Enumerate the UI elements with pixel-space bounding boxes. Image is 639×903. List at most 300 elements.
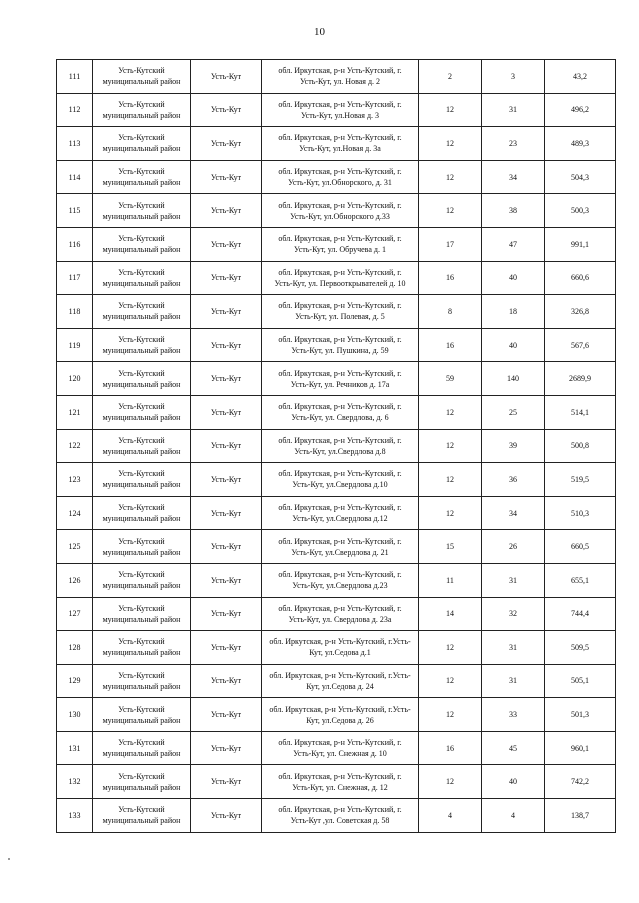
address-cell xyxy=(262,429,419,463)
city-cell xyxy=(191,160,262,194)
row-number-cell xyxy=(57,295,93,329)
address-text: Усть-Кут, ул. Речников д. 17а xyxy=(290,379,390,389)
address-cell xyxy=(262,631,419,665)
value-b-text: 26 xyxy=(509,542,517,552)
address-text: обл. Иркутская, р-н Усть-Кутский, г.Усть- xyxy=(269,670,411,680)
value-b-cell xyxy=(482,530,545,564)
city-cell xyxy=(191,194,262,228)
value-b-text: 23 xyxy=(509,138,517,148)
address-text: обл. Иркутская, р-н Усть-Кутский, г. xyxy=(278,469,402,479)
address-cell xyxy=(262,765,419,799)
area-cell xyxy=(545,799,616,833)
city-cell xyxy=(191,295,262,329)
city-cell xyxy=(191,765,262,799)
district-text: муниципальный район xyxy=(102,178,181,188)
address-text: обл. Иркутская, р-н Усть-Кутский, г. xyxy=(278,234,402,244)
district-cell xyxy=(93,295,191,329)
city-text: Усть-Кут xyxy=(210,172,242,182)
row-number-text: 130 xyxy=(68,710,81,720)
address-text: Усть-Кут, ул.Новая д. 3а xyxy=(299,144,381,154)
row-number-text: 125 xyxy=(68,542,81,552)
district-text: Усть-Кутский xyxy=(118,335,165,345)
district-text: муниципальный район xyxy=(102,77,181,87)
address-cell xyxy=(262,463,419,497)
address-text: обл. Иркутская, р-н Усть-Кутский, г. xyxy=(278,771,402,781)
address-cell xyxy=(262,698,419,732)
row-number-cell xyxy=(57,227,93,261)
value-a-text: 2 xyxy=(448,71,452,81)
address-cell xyxy=(262,563,419,597)
value-a-text: 14 xyxy=(446,609,454,619)
district-cell xyxy=(93,395,191,429)
address-cell xyxy=(262,194,419,228)
address-text: обл. Иркутская, р-н Усть-Кутский, г.Усть- xyxy=(269,637,411,647)
value-a-text: 12 xyxy=(446,710,454,720)
table-row xyxy=(57,664,616,698)
district-cell xyxy=(93,60,191,94)
district-cell xyxy=(93,227,191,261)
table-row xyxy=(57,429,616,463)
value-a-text: 12 xyxy=(446,642,454,652)
table-row xyxy=(57,597,616,631)
city-text: Усть-Кут xyxy=(210,810,242,820)
value-a-cell xyxy=(419,60,482,94)
city-cell xyxy=(191,563,262,597)
area-text: 660,6 xyxy=(571,273,589,283)
value-b-text: 45 xyxy=(509,743,517,753)
value-b-cell xyxy=(482,731,545,765)
value-b-text: 140 xyxy=(507,374,519,384)
value-a-text: 12 xyxy=(446,105,454,115)
address-text: обл. Иркутская, р-н Усть-Кутский, г. xyxy=(278,402,402,412)
city-text: Усть-Кут xyxy=(210,105,242,115)
area-text: 744,4 xyxy=(571,609,589,619)
city-text: Усть-Кут xyxy=(210,743,242,753)
district-text: муниципальный район xyxy=(102,110,181,120)
district-text: муниципальный район xyxy=(102,816,181,826)
value-b-text: 33 xyxy=(509,710,517,720)
value-a-cell xyxy=(419,698,482,732)
table-row xyxy=(57,395,616,429)
city-text: Усть-Кут xyxy=(210,642,242,652)
value-b-text: 18 xyxy=(509,306,517,316)
value-b-text: 31 xyxy=(509,105,517,115)
value-a-cell xyxy=(419,429,482,463)
row-number-cell xyxy=(57,194,93,228)
value-b-text: 40 xyxy=(509,340,517,350)
address-text: обл. Иркутская, р-н Усть-Кутский, г. xyxy=(278,133,402,143)
value-b-cell xyxy=(482,765,545,799)
value-b-cell xyxy=(482,328,545,362)
city-text: Усть-Кут xyxy=(210,676,242,686)
value-a-text: 16 xyxy=(446,743,454,753)
address-text: Усть-Кут, ул. Пушкина, д. 59 xyxy=(291,346,389,356)
address-text: обл. Иркутская, р-н Усть-Кутский, г. xyxy=(278,301,402,311)
row-number-cell xyxy=(57,563,93,597)
district-text: Усть-Кутский xyxy=(118,704,165,714)
area-cell xyxy=(545,295,616,329)
row-number-cell xyxy=(57,160,93,194)
value-a-cell xyxy=(419,765,482,799)
district-cell xyxy=(93,429,191,463)
table-row xyxy=(57,227,616,261)
city-cell xyxy=(191,93,262,127)
value-b-text: 4 xyxy=(511,810,515,820)
district-text: Усть-Кутский xyxy=(118,536,165,546)
row-number-text: 113 xyxy=(68,138,81,148)
row-number-cell xyxy=(57,765,93,799)
value-b-text: 3 xyxy=(511,71,515,81)
value-b-cell xyxy=(482,631,545,665)
address-text: обл. Иркутская, р-н Усть-Кутский, г. xyxy=(278,435,402,445)
address-text: Усть-Кут, ул. Обручева д. 1 xyxy=(294,245,386,255)
area-text: 509,5 xyxy=(571,642,589,652)
district-text: муниципальный район xyxy=(102,346,181,356)
page-number: 10 xyxy=(314,26,325,38)
district-text: муниципальный район xyxy=(102,581,181,591)
address-text: Усть-Кут, ул.Свердлова д.12 xyxy=(292,514,388,524)
district-text: Усть-Кутский xyxy=(118,402,165,412)
area-cell xyxy=(545,127,616,161)
row-number-cell xyxy=(57,60,93,94)
address-text: обл. Иркутская, р-н Усть-Кутский, г. xyxy=(278,167,402,177)
row-number-cell xyxy=(57,127,93,161)
area-cell xyxy=(545,60,616,94)
area-text: 496,2 xyxy=(571,105,589,115)
address-text: обл. Иркутская, р-н Усть-Кутский, г. xyxy=(278,200,402,210)
value-a-text: 15 xyxy=(446,542,454,552)
value-a-text: 12 xyxy=(446,441,454,451)
area-text: 655,1 xyxy=(571,575,589,585)
address-cell xyxy=(262,731,419,765)
district-text: Усть-Кутский xyxy=(118,771,165,781)
district-cell xyxy=(93,799,191,833)
district-text: муниципальный район xyxy=(102,144,181,154)
city-cell xyxy=(191,362,262,396)
row-number-text: 117 xyxy=(68,273,81,283)
value-b-text: 25 xyxy=(509,407,517,417)
city-text: Усть-Кут xyxy=(210,206,242,216)
table-row xyxy=(57,362,616,396)
address-text: Усть-Кут, ул. Снежная д. 10 xyxy=(293,749,387,759)
value-a-text: 12 xyxy=(446,206,454,216)
address-text: Усть-Кут, ул.Свердлова д.8 xyxy=(294,446,386,456)
table-row xyxy=(57,530,616,564)
address-text: Кут, ул.Седова д. 26 xyxy=(306,715,374,725)
address-text: обл. Иркутская, р-н Усть-Кутский, г. xyxy=(278,805,402,815)
row-number-text: 131 xyxy=(68,743,81,753)
address-text: обл. Иркутская, р-н Усть-Кутский, г. xyxy=(278,503,402,513)
address-text: Усть-Кут, ул. Новая д. 2 xyxy=(299,77,381,87)
area-cell xyxy=(545,731,616,765)
row-number-text: 112 xyxy=(68,105,81,115)
district-text: муниципальный район xyxy=(102,715,181,725)
area-cell xyxy=(545,93,616,127)
area-text: 500,8 xyxy=(571,441,589,451)
area-cell xyxy=(545,563,616,597)
row-number-cell xyxy=(57,664,93,698)
address-cell xyxy=(262,664,419,698)
city-text: Усть-Кут xyxy=(210,575,242,585)
row-number-cell xyxy=(57,698,93,732)
address-cell xyxy=(262,60,419,94)
value-a-cell xyxy=(419,664,482,698)
district-text: Усть-Кутский xyxy=(118,99,165,109)
address-text: обл. Иркутская, р-н Усть-Кутский, г. xyxy=(278,570,402,580)
district-cell xyxy=(93,328,191,362)
district-text: муниципальный район xyxy=(102,547,181,557)
area-cell xyxy=(545,463,616,497)
city-text: Усть-Кут xyxy=(210,508,242,518)
area-text: 519,5 xyxy=(571,474,589,484)
district-cell xyxy=(93,160,191,194)
district-text: Усть-Кутский xyxy=(118,267,165,277)
area-cell xyxy=(545,261,616,295)
value-b-text: 47 xyxy=(509,239,517,249)
value-b-cell xyxy=(482,60,545,94)
value-b-text: 31 xyxy=(509,642,517,652)
city-cell xyxy=(191,60,262,94)
area-cell xyxy=(545,160,616,194)
area-cell xyxy=(545,429,616,463)
row-number-text: 133 xyxy=(68,810,81,820)
district-cell xyxy=(93,463,191,497)
value-a-text: 12 xyxy=(446,676,454,686)
address-text: Усть-Кут, ул. Свердлова, д. 6 xyxy=(291,413,389,423)
row-number-text: 124 xyxy=(68,508,81,518)
table-row xyxy=(57,160,616,194)
value-a-cell xyxy=(419,395,482,429)
district-text: Усть-Кутский xyxy=(118,805,165,815)
area-text: 501,3 xyxy=(571,710,589,720)
value-b-cell xyxy=(482,261,545,295)
district-text: муниципальный район xyxy=(102,614,181,624)
district-cell xyxy=(93,93,191,127)
address-text: обл. Иркутская, р-н Усть-Кутский, г. xyxy=(278,368,402,378)
district-cell xyxy=(93,261,191,295)
city-cell xyxy=(191,530,262,564)
city-text: Усть-Кут xyxy=(210,777,242,787)
district-text: муниципальный район xyxy=(102,413,181,423)
area-cell xyxy=(545,597,616,631)
area-cell xyxy=(545,362,616,396)
row-number-cell xyxy=(57,261,93,295)
district-text: муниципальный район xyxy=(102,278,181,288)
table-row xyxy=(57,799,616,833)
value-b-cell xyxy=(482,597,545,631)
value-b-text: 34 xyxy=(509,172,517,182)
district-cell xyxy=(93,631,191,665)
area-text: 489,3 xyxy=(571,138,589,148)
table-row xyxy=(57,698,616,732)
district-cell xyxy=(93,127,191,161)
value-b-cell xyxy=(482,463,545,497)
value-b-text: 38 xyxy=(509,206,517,216)
row-number-cell xyxy=(57,362,93,396)
city-text: Усть-Кут xyxy=(210,374,242,384)
table-row xyxy=(57,765,616,799)
value-a-cell xyxy=(419,530,482,564)
district-text: муниципальный район xyxy=(102,782,181,792)
value-a-text: 17 xyxy=(446,239,454,249)
area-cell xyxy=(545,328,616,362)
city-text: Усть-Кут xyxy=(210,542,242,552)
table-row xyxy=(57,563,616,597)
value-a-text: 8 xyxy=(448,306,452,316)
district-text: Усть-Кутский xyxy=(118,133,165,143)
district-cell xyxy=(93,194,191,228)
row-number-text: 129 xyxy=(68,676,81,686)
value-b-cell xyxy=(482,395,545,429)
city-cell xyxy=(191,631,262,665)
value-a-cell xyxy=(419,362,482,396)
district-text: Усть-Кутский xyxy=(118,637,165,647)
area-text: 660,5 xyxy=(571,542,589,552)
area-cell xyxy=(545,530,616,564)
address-cell xyxy=(262,127,419,161)
area-cell xyxy=(545,765,616,799)
value-b-text: 40 xyxy=(509,777,517,787)
value-a-text: 11 xyxy=(446,575,454,585)
district-text: муниципальный район xyxy=(102,312,181,322)
district-text: Усть-Кутский xyxy=(118,670,165,680)
district-text: муниципальный район xyxy=(102,245,181,255)
district-cell xyxy=(93,530,191,564)
row-number-text: 120 xyxy=(68,374,81,384)
district-text: муниципальный район xyxy=(102,514,181,524)
address-text: Усть-Кут, ул. Свердлова д. 23а xyxy=(288,614,392,624)
value-b-text: 39 xyxy=(509,441,517,451)
district-text: Усть-Кутский xyxy=(118,234,165,244)
value-a-text: 12 xyxy=(446,172,454,182)
housing-registry-table xyxy=(56,59,616,833)
value-b-text: 34 xyxy=(509,508,517,518)
city-cell xyxy=(191,227,262,261)
city-text: Усть-Кут xyxy=(210,441,242,451)
value-b-text: 32 xyxy=(509,609,517,619)
district-text: Усть-Кутский xyxy=(118,503,165,513)
row-number-cell xyxy=(57,496,93,530)
table-row xyxy=(57,731,616,765)
city-cell xyxy=(191,429,262,463)
area-text: 514,1 xyxy=(571,407,589,417)
value-b-text: 40 xyxy=(509,273,517,283)
city-text: Усть-Кут xyxy=(210,138,242,148)
district-cell xyxy=(93,698,191,732)
address-text: Усть-Кут, ул. Первооткрывателей д. 10 xyxy=(274,278,406,288)
value-a-cell xyxy=(419,731,482,765)
table-row xyxy=(57,631,616,665)
district-text: Усть-Кутский xyxy=(118,301,165,311)
row-number-text: 119 xyxy=(68,340,81,350)
row-number-cell xyxy=(57,597,93,631)
city-text: Усть-Кут xyxy=(210,239,242,249)
value-a-text: 12 xyxy=(446,777,454,787)
district-text: муниципальный район xyxy=(102,480,181,490)
district-text: муниципальный район xyxy=(102,681,181,691)
row-number-cell xyxy=(57,429,93,463)
district-text: муниципальный район xyxy=(102,749,181,759)
area-cell xyxy=(545,395,616,429)
district-cell xyxy=(93,664,191,698)
district-cell xyxy=(93,765,191,799)
row-number-cell xyxy=(57,395,93,429)
city-cell xyxy=(191,261,262,295)
value-a-cell xyxy=(419,597,482,631)
value-a-cell xyxy=(419,496,482,530)
table-row xyxy=(57,463,616,497)
value-b-cell xyxy=(482,93,545,127)
table-row xyxy=(57,93,616,127)
city-text: Усть-Кут xyxy=(210,306,242,316)
area-cell xyxy=(545,664,616,698)
city-text: Усть-Кут xyxy=(210,407,242,417)
row-number-text: 111 xyxy=(68,71,81,81)
address-cell xyxy=(262,496,419,530)
city-cell xyxy=(191,698,262,732)
table-body xyxy=(57,60,616,833)
address-text: Усть-Кут, ул.Новая д. 3 xyxy=(300,110,380,120)
value-b-cell xyxy=(482,799,545,833)
district-text: Усть-Кутский xyxy=(118,66,165,76)
address-cell xyxy=(262,799,419,833)
value-a-cell xyxy=(419,261,482,295)
row-number-text: 123 xyxy=(68,474,81,484)
value-b-text: 31 xyxy=(509,676,517,686)
address-text: Усть-Кут, ул.Свердлова д.23 xyxy=(292,581,388,591)
district-text: Усть-Кутский xyxy=(118,167,165,177)
value-b-cell xyxy=(482,664,545,698)
district-cell xyxy=(93,563,191,597)
area-text: 960,1 xyxy=(571,743,589,753)
address-text: Усть-Кут, ул.Свердлова д. 21 xyxy=(291,547,389,557)
row-number-cell xyxy=(57,631,93,665)
value-a-cell xyxy=(419,93,482,127)
city-cell xyxy=(191,395,262,429)
district-text: муниципальный район xyxy=(102,648,181,658)
row-number-text: 116 xyxy=(68,239,81,249)
address-text: Кут, ул.Седова д.1 xyxy=(309,648,371,658)
area-cell xyxy=(545,227,616,261)
district-text: Усть-Кутский xyxy=(118,368,165,378)
row-number-text: 126 xyxy=(68,575,81,585)
area-text: 326,8 xyxy=(571,306,589,316)
address-cell xyxy=(262,295,419,329)
address-text: обл. Иркутская, р-н Усть-Кутский, г. xyxy=(278,335,402,345)
row-number-cell xyxy=(57,93,93,127)
city-text: Усть-Кут xyxy=(210,340,242,350)
address-text: обл. Иркутская, р-н Усть-Кутский, г. xyxy=(278,738,402,748)
value-a-text: 12 xyxy=(446,138,454,148)
value-a-cell xyxy=(419,227,482,261)
area-text: 567,6 xyxy=(571,340,589,350)
address-text: обл. Иркутская, р-н Усть-Кутский, г. xyxy=(278,99,402,109)
value-a-cell xyxy=(419,160,482,194)
value-a-text: 12 xyxy=(446,508,454,518)
area-cell xyxy=(545,698,616,732)
value-b-cell xyxy=(482,362,545,396)
table-row xyxy=(57,127,616,161)
value-b-cell xyxy=(482,429,545,463)
city-text: Усть-Кут xyxy=(210,71,242,81)
value-b-cell xyxy=(482,194,545,228)
address-text: обл. Иркутская, р-н Усть-Кутский, г. xyxy=(278,603,402,613)
value-a-text: 12 xyxy=(446,407,454,417)
address-text: обл. Иркутская, р-н Усть-Кутский, г. xyxy=(278,66,402,76)
city-text: Усть-Кут xyxy=(210,474,242,484)
district-text: муниципальный район xyxy=(102,379,181,389)
address-text: Усть-Кут, ул.Обнорского, д. 31 xyxy=(288,178,392,188)
